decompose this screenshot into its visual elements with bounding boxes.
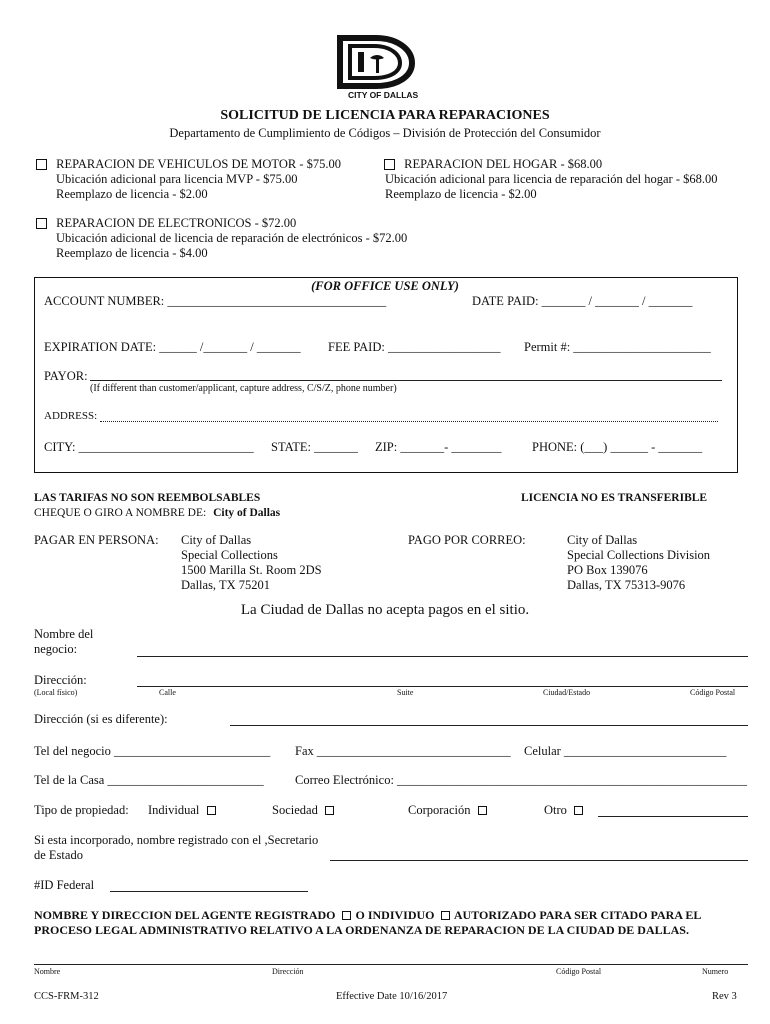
checkbox-electronicos[interactable]	[36, 218, 47, 229]
checkbox-corporacion[interactable]	[478, 806, 487, 815]
checkbox-hogar[interactable]	[384, 159, 395, 170]
agent-sub-numero: Numero	[702, 967, 729, 976]
expiration-date-field[interactable]: EXPIRATION DATE: ______ /_______ / _______	[44, 340, 301, 354]
pay-by-mail-line-3: PO Box 139076	[567, 563, 648, 577]
agent-text-1: NOMBRE Y DIRECCION DEL AGENTE REGISTRADO	[34, 908, 336, 922]
option-hogar-line2: Reemplazo de licencia - $2.00	[385, 187, 537, 201]
option-vehiculos-line2: Reemplazo de licencia - $2.00	[56, 187, 208, 201]
check-label: CHEQUE O GIRO A NOMBRE DE:	[34, 507, 207, 519]
pay-in-person-line-3: 1500 Marilla St. Room 2DS	[181, 563, 322, 577]
payor-line[interactable]	[90, 380, 722, 381]
pay-in-person-line-1: City of Dallas	[181, 533, 252, 547]
sub-calle: Calle	[159, 688, 176, 697]
city-logo	[336, 34, 418, 102]
checkbox-agente[interactable]	[342, 911, 351, 920]
pay-by-mail-line-1: City of Dallas	[567, 533, 638, 547]
form-title: SOLICITUD DE LICENCIA PARA REPARACIONES	[220, 108, 550, 123]
alt-address-line[interactable]	[230, 725, 748, 726]
checkbox-otro[interactable]	[574, 806, 583, 815]
business-phone-field[interactable]: Tel del negocio _________________________	[34, 744, 271, 758]
otro-line[interactable]	[598, 816, 748, 817]
fax-field[interactable]: Fax _______________________________	[295, 744, 511, 758]
revision: Rev 3	[712, 991, 737, 1002]
dallas-logo-icon	[336, 34, 418, 90]
fee-paid-field[interactable]: FEE PAID: __________________	[328, 340, 501, 354]
physical-address-line[interactable]	[137, 686, 748, 687]
address-field-label: Dirección:	[34, 673, 87, 687]
checkbox-sociedad[interactable]	[325, 806, 334, 815]
address-line[interactable]	[100, 421, 718, 422]
zip-field[interactable]: ZIP: _______- ________	[375, 440, 502, 454]
address-label: ADDRESS:	[44, 410, 98, 422]
otro-label: Otro	[544, 803, 567, 817]
agent-sub-nombre: Nombre	[34, 967, 61, 976]
option-electronicos-label: REPARACION DE ELECTRONICOS - $72.00	[56, 216, 297, 230]
business-name-line[interactable]	[137, 656, 748, 657]
form-subtitle: Departamento de Cumplimiento de Códigos – División de Protección del Consumidor	[169, 126, 601, 140]
option-electronicos-line2: Reemplazo de licencia - $4.00	[56, 246, 208, 260]
cell-field[interactable]: Celular __________________________	[524, 744, 727, 758]
incorporated-line[interactable]	[330, 860, 748, 861]
pay-by-mail-label: PAGO POR CORREO:	[408, 533, 526, 547]
business-name-label-2: negocio:	[34, 642, 78, 656]
check-payee: City of Dallas	[213, 507, 281, 519]
option-vehiculos-line1: Ubicación adicional para licencia MVP - $75.00	[56, 172, 298, 186]
business-name-label-1: Nombre del	[34, 627, 94, 641]
phone-field[interactable]: PHONE: (___) ______ - _______	[532, 440, 703, 454]
alt-address-label: Dirección (si es diferente):	[34, 712, 168, 726]
individual-label: Individual	[148, 803, 200, 817]
sub-postal: Código Postal	[690, 688, 736, 697]
effective-date: Effective Date 10/16/2017	[336, 991, 448, 1002]
incorporated-label-1: Si esta incorporado, nombre registrado con el ,Secretario	[34, 833, 319, 847]
checkbox-vehiculos[interactable]	[36, 159, 47, 170]
incorporated-label-2: de Estado	[34, 848, 83, 862]
payor-label: PAYOR:	[44, 369, 88, 383]
agent-sub-direccion: Dirección	[272, 967, 304, 976]
option-hogar-label: REPARACION DEL HOGAR - $68.00	[404, 157, 603, 171]
permit-field[interactable]: Permit #: ______________________	[524, 340, 711, 354]
date-paid-field[interactable]: DATE PAID: _______ / _______ / _______	[472, 294, 693, 308]
agent-text-3: AUTORIZADO PARA SER CITADO PARA EL	[453, 908, 702, 922]
sub-suite: Suite	[397, 688, 414, 697]
sociedad-label: Sociedad	[272, 803, 318, 817]
nontransferable-note: LICENCIA NO ES TRANSFERIBLE	[521, 492, 708, 504]
pay-in-person-line-2: Special Collections	[181, 548, 278, 562]
agent-sub-postal: Código Postal	[556, 967, 602, 976]
pay-by-mail-line-2: Special Collections Division	[567, 548, 711, 562]
home-phone-field[interactable]: Tel de la Casa _________________________	[34, 773, 264, 787]
option-vehiculos-label: REPARACION DE VEHICULOS DE MOTOR - $75.00	[56, 157, 341, 171]
email-field[interactable]: Correo Electrónico: ________________________________________________________	[295, 773, 748, 787]
pay-by-mail-line-4: Dallas, TX 75313-9076	[567, 578, 686, 592]
sub-local: (Local físico)	[34, 688, 78, 697]
account-number-field[interactable]: ACCOUNT NUMBER: ___________________________________	[44, 294, 387, 308]
no-onsite-payments: La Ciudad de Dallas no acepta pagos en el sitio.	[240, 602, 530, 618]
option-hogar-line1: Ubicación adicional para licencia de reparación del hogar - $68.00	[385, 172, 718, 186]
option-electronicos-line1: Ubicación adicional de licencia de reparación de electrónicos - $72.00	[56, 231, 408, 245]
pay-in-person-label: PAGAR EN PERSONA:	[34, 533, 159, 547]
logo-text: CITY OF DALLAS	[348, 90, 419, 100]
agent-text-line2: PROCESO LEGAL ADMINISTRATIVO RELATIVO A LA ORDENANZA DE REPARACION DE LA CIUDAD DE DALLAS.	[34, 923, 689, 937]
federal-id-label: #ID Federal	[34, 878, 95, 892]
federal-id-line[interactable]	[110, 891, 308, 892]
agent-text-2: O INDIVIDUO	[355, 908, 435, 922]
pay-in-person-line-4: Dallas, TX 75201	[181, 578, 270, 592]
sub-ciudad: Ciudad/Estado	[543, 688, 591, 697]
agent-line[interactable]	[34, 964, 748, 965]
property-type-label: Tipo de propiedad:	[34, 803, 129, 817]
checkbox-individual[interactable]	[207, 806, 216, 815]
office-heading: (FOR OFFICE USE ONLY)	[311, 279, 459, 293]
form-number: CCS-FRM-312	[34, 991, 99, 1002]
payor-note: (If different than customer/applicant, capture address, C/S/Z, phone number)	[90, 383, 397, 394]
checkbox-individuo[interactable]	[441, 911, 450, 920]
nonrefundable-note: LAS TARIFAS NO SON REEMBOLSABLES	[34, 492, 261, 504]
state-field[interactable]: STATE: _______	[271, 440, 358, 454]
corporacion-label: Corporación	[408, 803, 471, 817]
city-field[interactable]: CITY: ____________________________	[44, 440, 254, 454]
